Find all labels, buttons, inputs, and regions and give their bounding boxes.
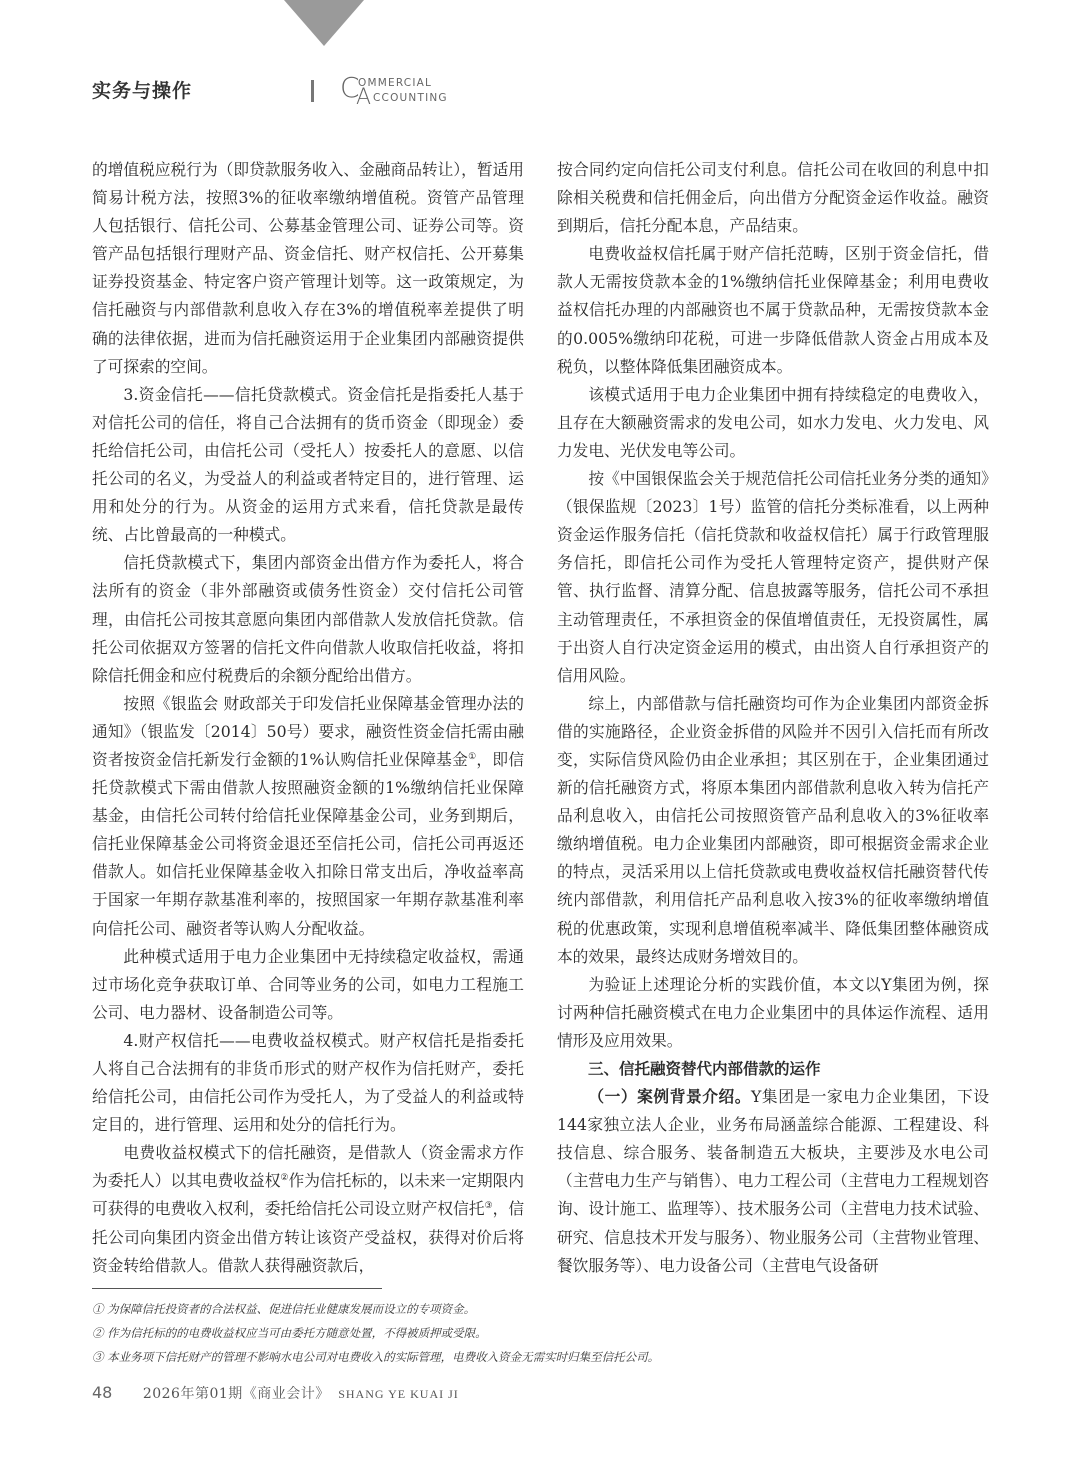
footnote-divider — [92, 1288, 382, 1289]
paragraph: 4.财产权信托——电费收益权模式。财产权信托是指委托人将自己合法拥有的非货币形式的财产权作为信托财产，委托给信托公司，由信托公司作为受托人，为了受益人的利益或特定目的，进行管理、运用和处分的信托行为。 — [92, 1030, 524, 1135]
paragraph: 按《中国银保监会关于规范信托公司信托业务分类的通知》（银保监规〔2023〕1号）监管的信托分类标准看，以上两种资金运作服务信托（信托贷款和收益权信托）属于行政管理服务信托，即信托公司作为受托人管理特定资产，提供财产保管、执行监督、清算分配、信息披露等服务，信托公司不承担主动管理责任，不承担资金的保值增值责任，无投资属性，属于出资人自行决定资金运用的模式，由出资人自行承担资产的信用风险。 — [557, 469, 989, 685]
paragraph: 该模式适用于电力企业集团中拥有持续稳定的电费收入，且存在大额融资需求的发电公司，如水力发电、火力发电、风力发电、光伏发电等公司。 — [557, 384, 989, 460]
subheading: （一）案例背景介绍。 — [588, 1087, 751, 1107]
paragraph: 综上，内部借款与信托融资均可作为企业集团内部资金拆借的实施路径，企业资金拆借的风险并不因引入信托而有所改变，实际信贷风险仍由企业承担；其区别在于，企业集团通过新的信托融资方式，将原本集团内部借款利息收入转为信托产品利息收入，由信托公司按照资管产品利息收入的3%征收率缴纳增值税。电力企业集团内部融资，即可根据资金需求企业的特点，灵活采用以上信托贷款或电费收益权信托融资替代传统内部借款，利用信托产品利息收入按3%的征收率缴纳增值税的优惠政策，实现利息增值税率减半、降低集团整体融资成本的效果，最终达成财务增效目的。 — [557, 693, 989, 966]
page-footer — [92, 1383, 459, 1403]
right-column — [557, 156, 989, 1280]
footnote-ref-2: ② — [280, 1173, 289, 1184]
page-number: 48 — [92, 1383, 113, 1402]
footnote-ref-3: ③ — [484, 1201, 493, 1212]
publication-info: 2026年第01期《商业会计》 — [142, 1386, 330, 1402]
paragraph: 3.资金信托——信托贷款模式。资金信托是指委托人基于对信托公司的信任，将自己合法拥有的货币资金（即现金）委托给信托公司，由信托公司（受托人）按委托人的意愿、以信托公司的名义，为受益人的利益或者特定目的，进行管理、运用和处分的行为。从资金的运用方式来看，信托贷款是最传统、占比曾最高的一种模式。 — [92, 384, 524, 545]
paragraph: （一）案例背景介绍。Y集团是一家电力企业集团，下设144家独立法人企业，业务布局涵盖综合能源、工程建设、科技信息、综合服务、装备制造五大板块，主要涉及水电公司（主营电力生产与销售）、电力工程公司（主营电力工程规划咨询、设计施工、监理等）、技术服务公司（主营电力技术试验、研究、信息技术开发与服务）、物业服务公司（主营物业管理、餐饮服务等）、电力设备公司（主营电气设备研 — [557, 1087, 990, 1275]
paragraph: 电费收益权信托属于财产信托范畴，区别于资金信托，借款人无需按贷款本金的1%缴纳信托业保障基金；利用电费收益权信托办理的内部融资也不属于贷款品种，无需按贷款本金的0.005%缴纳印花税，可进一步降低借款人资金占用成本及税负，以整体降低集团融资成本。 — [557, 244, 989, 376]
footnote-3: ③ 本业务项下信托财产的管理不影响水电公司对电费收入的实际管理，电费收入资金无需实时归集至信托公司。 — [92, 1350, 660, 1364]
paragraph: 此种模式适用于电力企业集团中无持续稳定收益权，需通过市场化竞争获取订单、合同等业务的公司，如电力工程施工公司、电力器材、设备制造公司等。 — [92, 946, 524, 1022]
section-label: 实务与操作 — [92, 80, 193, 102]
paragraph: 信托贷款模式下，集团内部资金出借方作为委托人，将合法所有的资金（非外部融资或债务性资金）交付信托公司管理，由信托公司按其意愿向集团内部借款人发放信托贷款。信托公司依据双方签署的信托文件向借款人收取信托收益，将扣除信托佣金和应付税费后的余额分配给出借方。 — [92, 553, 524, 685]
journal-pinyin: SHANG YE KUAI JI — [338, 1387, 459, 1401]
paragraph: 电费收益权模式下的信托融资，是借款人（资金需求方作为委托人）以其电费收益权②作为信托标的，以未来一定期限内可获得的电费收入权利，委托给信托公司设立财产权信托③，信托公司向集团内资金出借方转让该资产受益权，获得对价后将资金转给借款人。借款人获得融资款后， — [92, 1143, 525, 1275]
paragraph: 的增值税应税行为（即贷款服务收入、金融商品转让），暂适用简易计税方法，按照3%的征收率缴纳增值税。资管产品管理人包括银行、信托公司、公募基金管理公司、证券公司等。资管产品包括银行理财产品、资金信托、财产权信托、公开募集证券投资基金、特定客户资产管理计划等。这一政策规定，为信托融资与内部借款利息收入存在3%的增值税率差提供了明确的法律依据，进而为信托融资运用于企业集团内部融资提供了可探索的空间。 — [92, 160, 524, 376]
paragraph: 按合同约定向信托公司支付利息。信托公司在收回的利息中扣除相关税费和信托佣金后，向出借方分配资金运作收益。融资到期后，信托分配本息，产品结束。 — [557, 160, 989, 236]
brand-letter-a: A — [356, 85, 372, 110]
header-divider — [311, 80, 314, 102]
brand-line-2: CCOUNTING — [373, 92, 448, 104]
footnote-2: ② 作为信托标的的电费收益权应当可由委托方随意处置，不得被质押或受限。 — [92, 1326, 487, 1340]
paragraph: 按照《银监会 财政部关于印发信托业保障基金管理办法的通知》（银监发〔2014〕50号）要求，融资性资金信托需由融资者按资金信托新发行金额的1%认购信托业保障基金①，即信托贷款模式下需由借款人按照融资金额的1%缴纳信托业保障基金，由信托公司转付给信托业保障基金公司，业务到期后，信托业保障基金公司将资金退还至信托公司，信托公司再返还借款人。如信托业保障基金收入扣除日常支出后，净收益率高于国家一年期存款基准利率的，按照国家一年期存款基准利率向信托公司、融资者等认购人分配收益。 — [92, 693, 525, 938]
brand-line-1: OMMERCIAL — [358, 77, 433, 89]
brand-letter-c: C — [340, 71, 360, 104]
left-column — [92, 156, 524, 1280]
section-heading: 三、信托融资替代内部借款的运作 — [588, 1060, 821, 1078]
footnotes — [92, 1297, 992, 1369]
paragraph: 为验证上述理论分析的实践价值，本文以Y集团为例，探讨两种信托融资模式在电力企业集团中的具体运作流程、适用情形及应用效果。 — [557, 974, 989, 1050]
footnote-1: ① 为保障信托投资者的合法权益、促进信托业健康发展而设立的专项资金。 — [92, 1302, 476, 1316]
header-triangle-decoration — [284, 0, 364, 46]
footnote-ref-1: ① — [468, 751, 477, 762]
journal-brand-logo — [340, 72, 470, 112]
